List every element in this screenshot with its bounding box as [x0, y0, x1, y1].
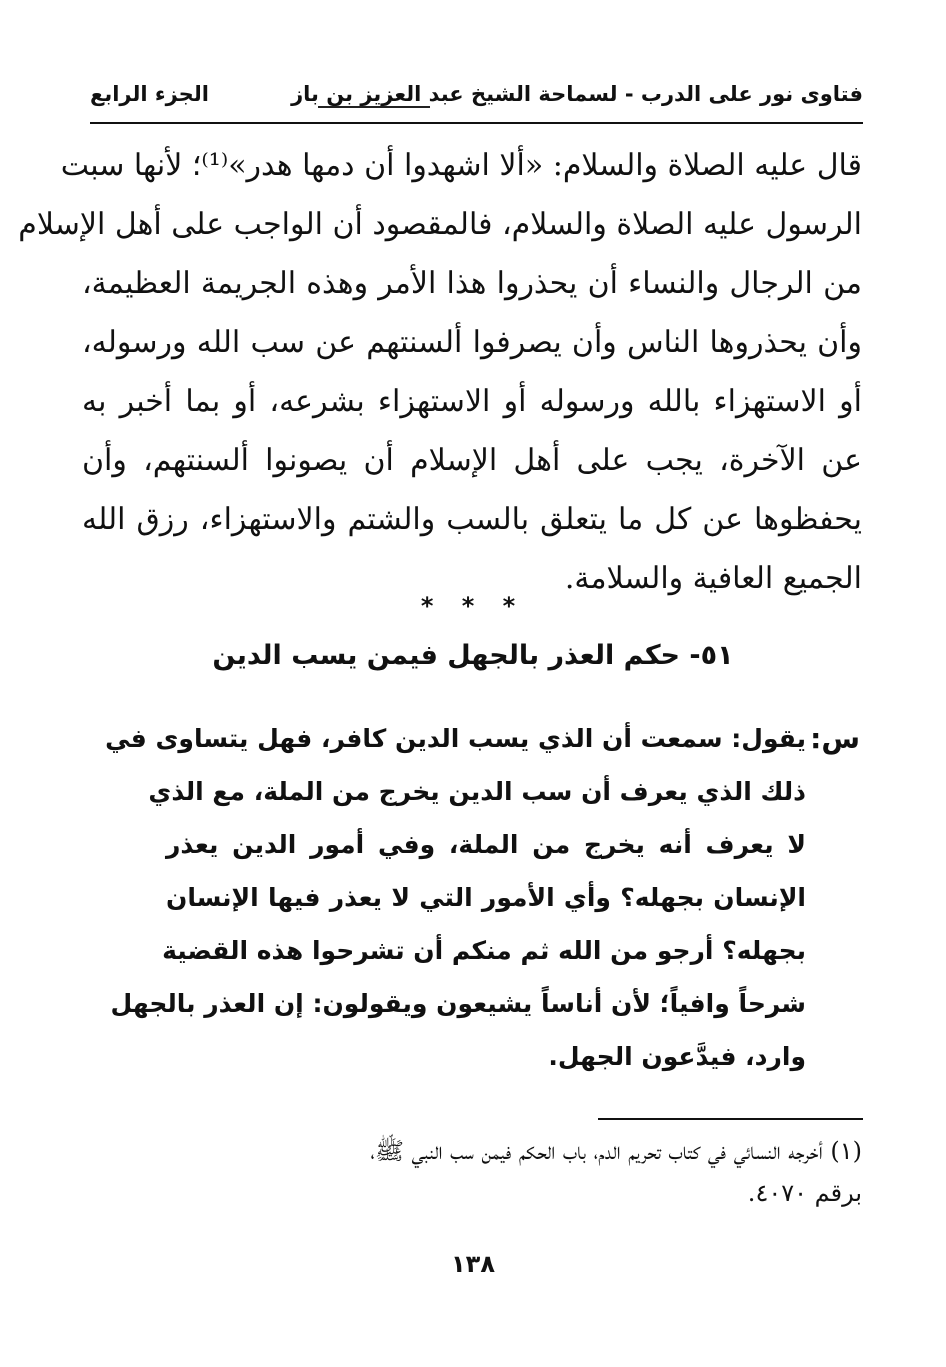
footnote	[92, 1130, 862, 1214]
question-line: الإنسان بجهله؟ وأي الأمور التي لا يعذر فيها الإنسان	[166, 883, 806, 912]
question-line: يقول: سمعت أن الذي يسب الدين كافر، فهل يتساوى في	[105, 724, 806, 753]
question-text	[105, 712, 806, 1083]
section-title: ٥١- حكم العذر بالجهل فيمن يسب الدين	[212, 640, 734, 671]
body-paragraph	[18, 136, 862, 608]
question-line: لا يعرف أنه يخرج من الملة، وفي أمور الدين يعذر	[166, 830, 806, 859]
body-line: الجميع العافية والسلامة.	[564, 561, 862, 596]
question-line: ذلك الذي يعرف أن سب الدين يخرج من الملة، مع الذي	[148, 777, 806, 806]
running-header	[90, 82, 863, 116]
body-line: وأن يحذروها الناس وأن يصرفوا ألسنتهم عن سب الله ورسوله،	[82, 325, 862, 360]
footnote-line: (١) أخرجه النسائي في كتاب تحريم الدم، باب الحكم فيمن سب النبي ﷺ،	[370, 1137, 862, 1165]
section-separator: * * *	[420, 592, 526, 620]
body-line: من الرجال والنساء أن يحذروا هذا الأمر وهذه الجريمة العظيمة،	[82, 266, 862, 301]
header-rule	[90, 122, 863, 124]
body-line: قال عليه الصلاة والسلام: «ألا اشهدوا أن دمها هدر»⁽¹⁾؛ لأنها سبت	[60, 148, 862, 183]
question-label: س:	[810, 722, 860, 755]
body-line: عن الآخرة، يجب على أهل الإسلام أن يصونوا ألسنتهم، وأن	[82, 443, 862, 478]
question-line: وارد، فيدَّعون الجهل.	[548, 1042, 806, 1071]
body-line: الرسول عليه الصلاة والسلام، فالمقصود أن الواجب على أهل الإسلام	[18, 207, 862, 242]
header-dash	[318, 106, 430, 108]
footnote-rule	[598, 1118, 863, 1120]
body-line: يحفظوها عن كل ما يتعلق بالسب والشتم والاستهزاء، رزق الله	[82, 502, 862, 537]
question-line: شرحاً وافياً؛ لأن أناساً يشيعون ويقولون: إن العذر بالجهل	[110, 989, 806, 1018]
page-number: ١٣٨	[451, 1250, 495, 1278]
body-line: أو الاستهزاء بالله ورسوله أو الاستهزاء بشرعه، أو بما أخبر به	[82, 384, 862, 419]
question-line: بجهله؟ أرجو من الله ثم منكم أن تشرحوا هذه القضية	[162, 936, 806, 965]
volume-label: الجزء الرابع	[90, 82, 209, 106]
book-title: فتاوى نور على الدرب - لسماحة الشيخ عبد العزيز بن باز	[291, 82, 863, 106]
footnote-line: برقم ٤٠٧٠.	[747, 1179, 862, 1207]
